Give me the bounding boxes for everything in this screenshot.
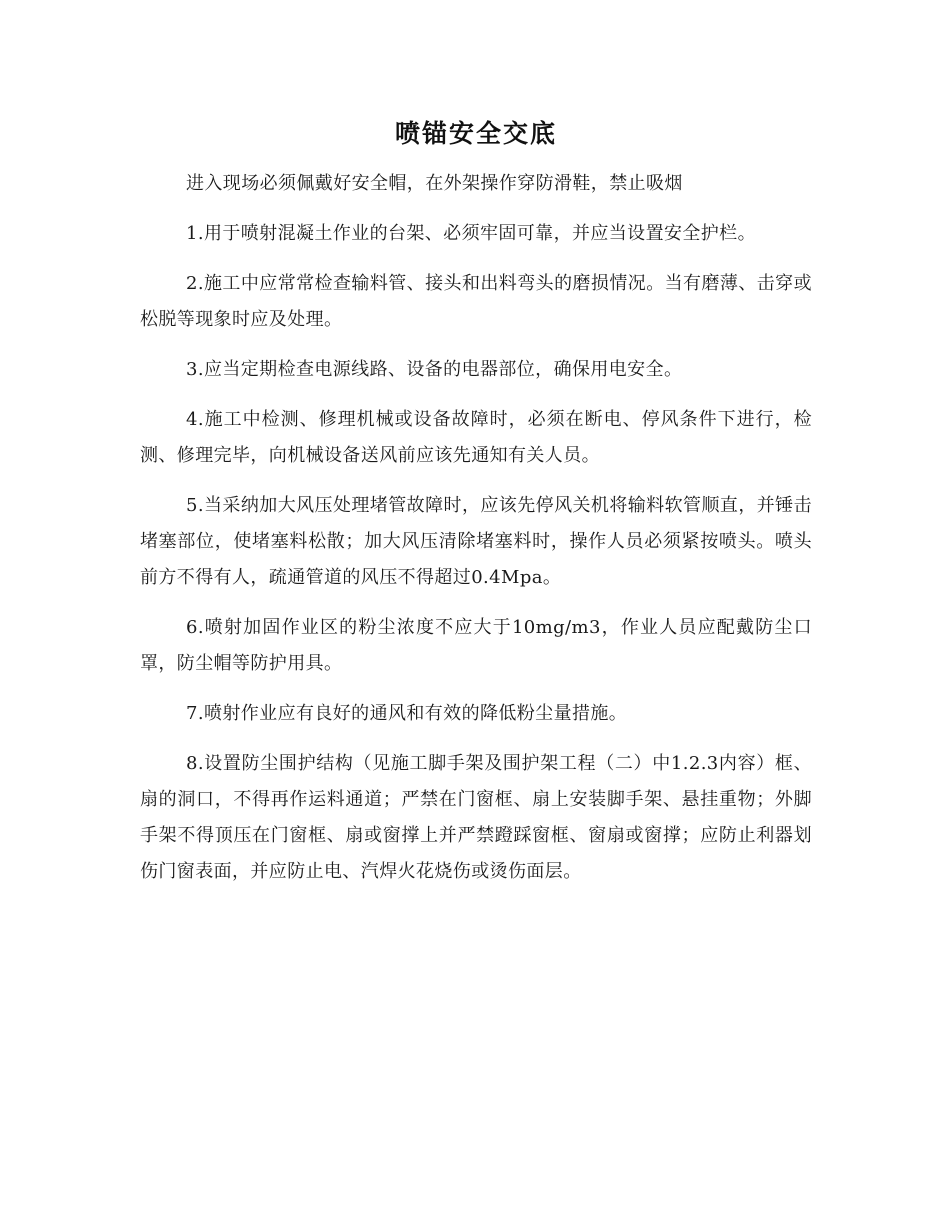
document-title: 喷锚安全交底 [394,119,557,148]
list-item-8: 8.设置防尘围护结构（见施工脚手架及围护架工程（二）中1.2.3内容）框、扇的洞口，不得再作运料通道；严禁在门窗框、扇上安装脚手架、悬挂重物；外脚手架不得顶压在门窗框、扇或窗撑上并严禁蹬踩窗框、窗扇或窗撑；应防止利器划伤门窗表面，并应防止电、汽焊火花烧伤或烫伤面层。 [140,753,812,882]
intro-paragraph: 进入现场必须佩戴好安全帽，在外架操作穿防滑鞋，禁止吸烟 [186,173,683,194]
list-item-7: 7.喷射作业应有良好的通风和有效的降低粉尘量措施。 [186,703,628,724]
document-page [140,0,812,1230]
list-item-1: 1.用于喷射混凝土作业的台架、必须牢固可靠，并应当设置安全护栏。 [186,223,756,244]
list-item-4: 4.施工中检测、修理机械或设备故障时，必须在断电、停风条件下进行，检测、修理完毕，向机械设备送风前应该先通知有关人员。 [140,409,812,466]
list-item-3: 3.应当定期检查电源线路、设备的电器部位，确保用电安全。 [186,359,683,380]
list-item-2: 2.施工中应常常检查输料管、接头和出料弯头的磨损情况。当有磨薄、击穿或松脱等现象时应及处理。 [140,273,812,330]
list-item-6: 6.喷射加固作业区的粉尘浓度不应大于10mg/m3，作业人员应配戴防尘口罩，防尘帽等防护用具。 [140,617,812,674]
list-item-5: 5.当采纳加大风压处理堵管故障时，应该先停风关机将输料软管顺直，并锤击堵塞部位，使堵塞料松散；加大风压清除堵塞料时，操作人员必须紧按喷头。喷头前方不得有人，疏通管道的风压不得超过0.4Mpa。 [140,495,812,588]
